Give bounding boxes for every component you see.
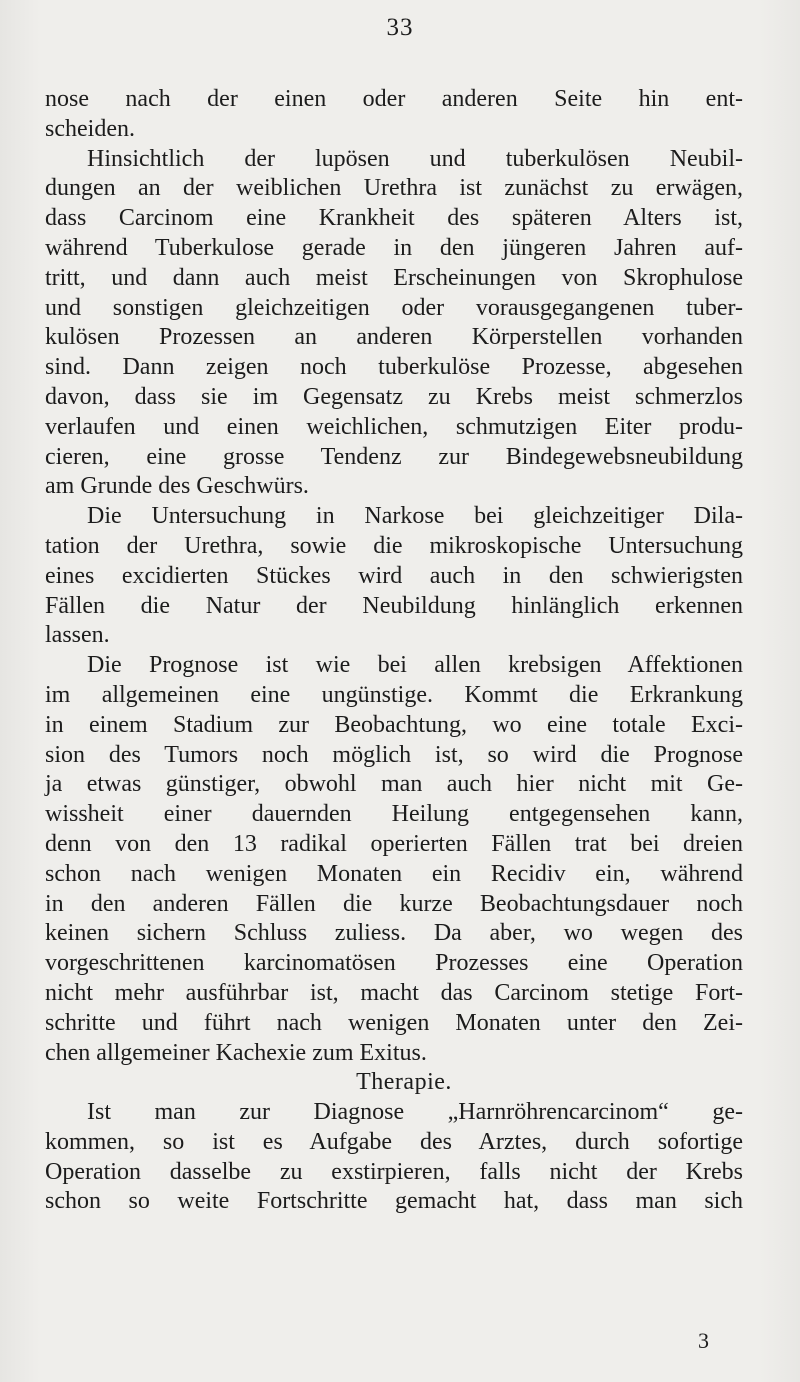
text-line: und sonstigen gleichzeitigen oder vorausgegangenen tuber- (45, 294, 743, 321)
text-line: dungen an der weiblichen Urethra ist zunächst zu erwägen, (45, 175, 743, 202)
text-line: sind. Dann zeigen noch tuberkulöse Prozesse, abgesehen (45, 354, 743, 381)
text-line: Fällen die Natur der Neubildung hinlänglich erkennen (45, 592, 743, 619)
text-line: nicht mehr ausführbar ist, macht das Carcinom stetige Fort- (45, 979, 743, 1006)
text-line: Ist man zur Diagnose „Harnröhrencarcinom“ ge- (87, 1099, 743, 1126)
text-line: Die Prognose ist wie bei allen krebsigen Affektionen (87, 652, 743, 679)
text-line: schon so weite Fortschritte gemacht hat, dass man sich (45, 1188, 743, 1215)
text-line: tation der Urethra, sowie die mikroskopische Untersuchung (45, 532, 743, 559)
text-line: tritt, und dann auch meist Erscheinungen von Skrophulose (45, 264, 743, 291)
body-text (45, 85, 743, 1217)
text-line: davon, dass sie im Gegensatz zu Krebs meist schmerzlos (45, 383, 743, 410)
text-line: wissheit einer dauernden Heilung entgegensehen kann, (45, 801, 743, 828)
text-line: schon nach wenigen Monaten ein Recidiv ein, während (45, 860, 743, 887)
text-line: sion des Tumors noch möglich ist, so wird die Prognose (45, 741, 743, 768)
signature-mark: 3 (698, 1328, 709, 1353)
text-line: kulösen Prozessen an anderen Körperstellen vorhanden (45, 324, 743, 351)
text-line: eines excidierten Stückes wird auch in den schwierigsten (45, 562, 743, 589)
text-line: vorgeschrittenen karcinomatösen Prozesses eine Operation (45, 950, 743, 977)
text-line: in den anderen Fällen die kurze Beobachtungsdauer noch (45, 890, 743, 917)
text-line: nose nach der einen oder anderen Seite hin ent- (45, 86, 743, 112)
text-line: denn von den 13 radikal operierten Fällen trat bei dreien (45, 830, 743, 857)
text-line: scheiden. (45, 115, 135, 142)
text-line: verlaufen und einen weichlichen, schmutzigen Eiter produ- (45, 413, 743, 440)
text-line: dass Carcinom eine Krankheit des späteren Alters ist, (45, 205, 743, 232)
text-line: in einem Stadium zur Beobachtung, wo eine totale Exci- (45, 711, 743, 738)
text-line: während Tuberkulose gerade in den jüngeren Jahren auf- (45, 234, 743, 261)
text-line: kommen, so ist es Aufgabe des Arztes, durch sofortige (45, 1128, 743, 1155)
text-line: keinen sichern Schluss zuliess. Da aber, wo wegen des (45, 920, 743, 947)
text-line: lassen. (45, 622, 110, 649)
page-number: 33 (386, 14, 414, 41)
text-line: am Grunde des Geschwürs. (45, 473, 309, 500)
section-heading: Therapie. (356, 1069, 452, 1096)
text-line: Hinsichtlich der lupösen und tuberkulösen Neubil- (87, 145, 743, 172)
text-line: schritte und führt nach wenigen Monaten unter den Zei- (45, 1009, 743, 1036)
text-line: Operation dasselbe zu exstirpieren, falls nicht der Krebs (45, 1158, 743, 1185)
text-line: Die Untersuchung in Narkose bei gleichzeitiger Dila- (87, 503, 743, 530)
text-line: chen allgemeiner Kachexie zum Exitus. (45, 1039, 427, 1066)
text-line: ja etwas günstiger, obwohl man auch hier nicht mit Ge- (45, 771, 743, 798)
text-line: im allgemeinen eine ungünstige. Kommt die Erkrankung (45, 681, 743, 708)
text-line: cieren, eine grosse Tendenz zur Bindegewebsneubildung (45, 443, 743, 470)
